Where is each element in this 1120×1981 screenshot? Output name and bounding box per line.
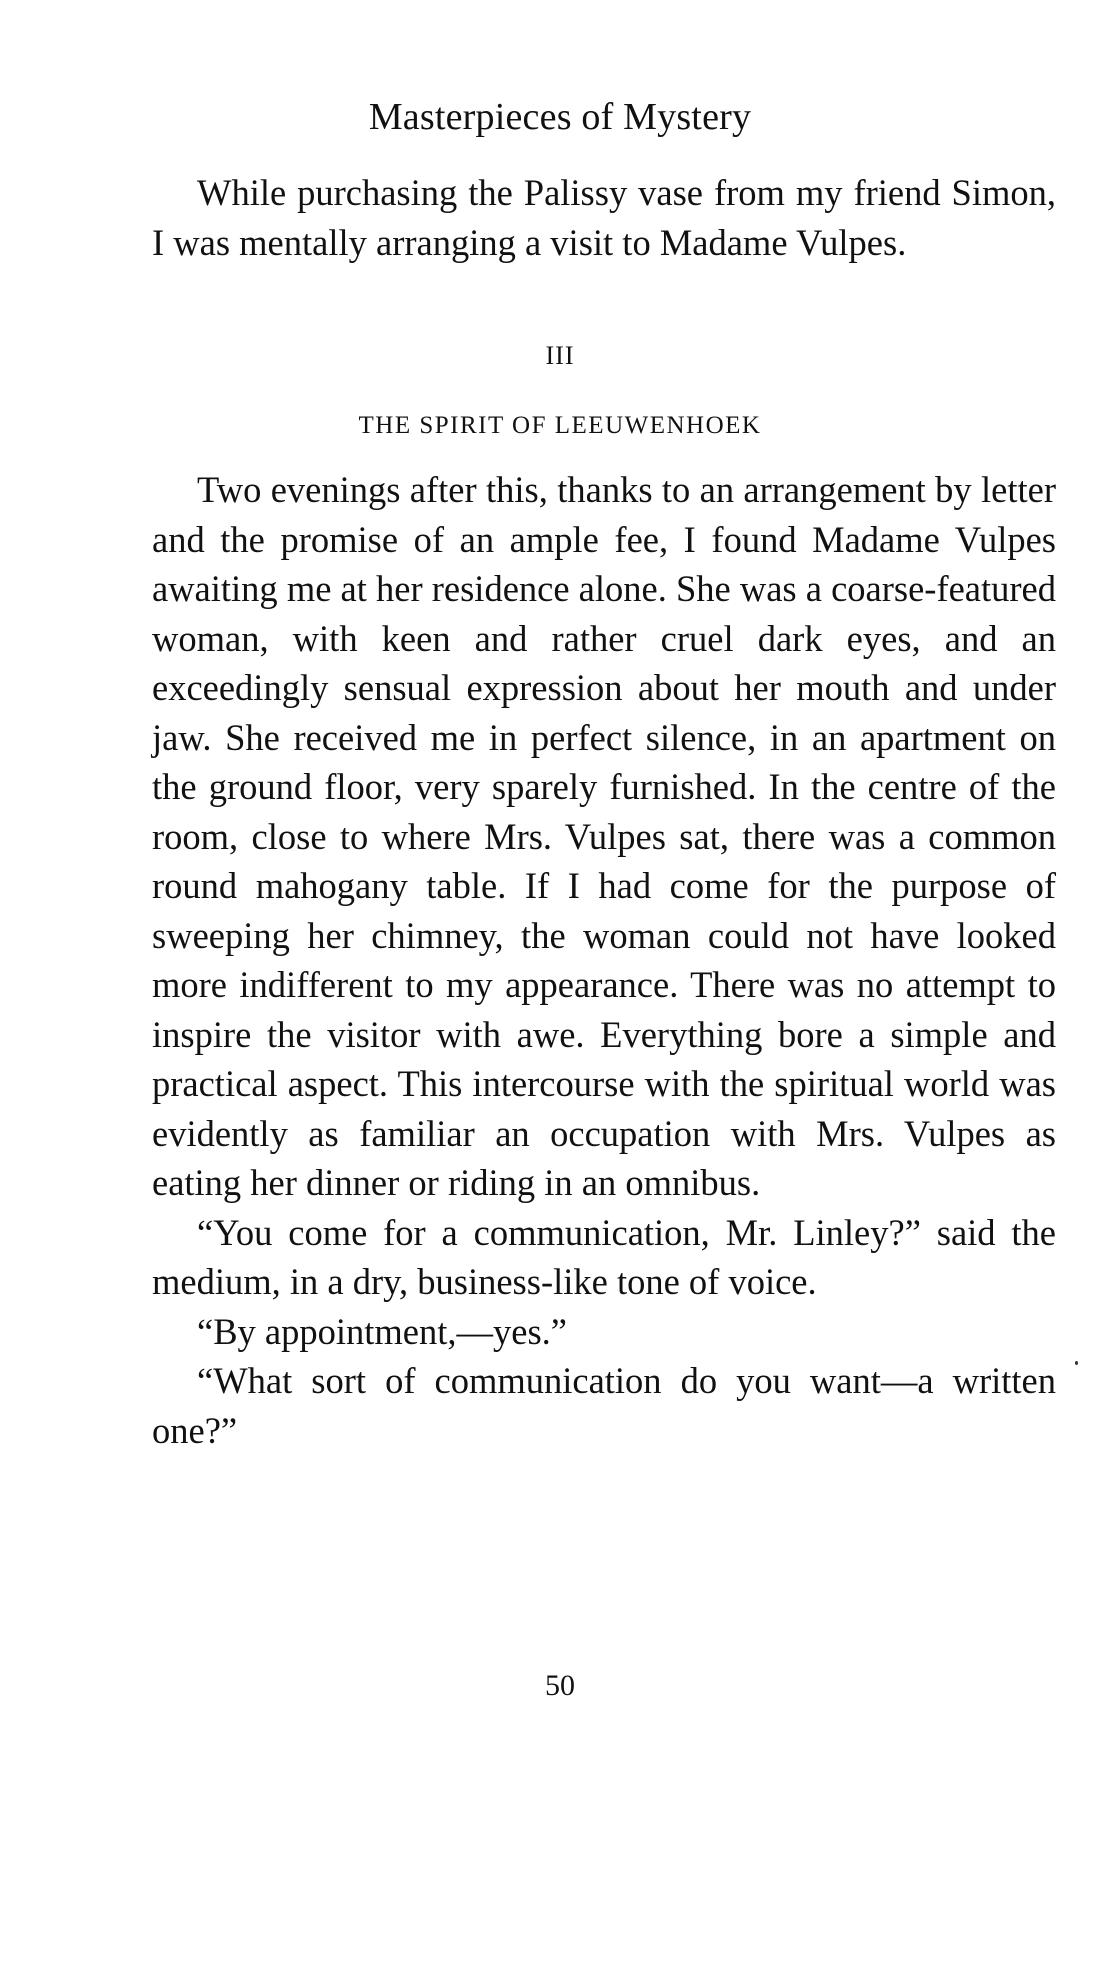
running-head: Masterpieces of Mystery xyxy=(368,96,752,138)
page-number: 50 xyxy=(545,1669,575,1702)
opening-text-block xyxy=(152,168,1056,267)
body-paragraph: “What sort of communication do you want—a written one?” xyxy=(152,1360,1056,1451)
chapter-body xyxy=(152,465,1056,1455)
chapter-title: THE SPIRIT OF LEEUWENHOEK xyxy=(358,412,762,439)
body-paragraph: Two evenings after this, thanks to an arrangement by letter and the promise of an ample fee, I found Madame Vulpes awaiting me at her residence alone. She was a coarse-featured woman, with keen and rather cruel dark eyes, and an exceedingly sensual expression about her mouth and under jaw. She received me in perfect silence, in an apartment on the ground floor, very sparely furnished. In the centre of the room, close to where Mrs. Vulpes sat, there was a common round mahogany table. If I had come for the purpose of sweeping her chimney, the woman could not have looked more indifferent to my appearance. There was no attempt to inspire the visitor with awe. Everything bore a simple and practical aspect. This intercourse with the spiritual world was evidently as familiar an occupation with Mrs. Vulpes as eating her dinner or riding in an omnibus. xyxy=(152,469,1056,1203)
margin-speck xyxy=(1075,1361,1078,1365)
chapter-number: III xyxy=(545,341,575,370)
opening-paragraph: While purchasing the Palissy vase from my friend Simon, I was mentally arranging a visit to Madame Vulpes. xyxy=(152,172,1056,263)
body-paragraph: “You come for a communication, Mr. Linley?” said the medium, in a dry, business-like tone of voice. xyxy=(152,1211,1056,1302)
body-paragraph: “By appointment,—yes.” xyxy=(197,1310,567,1352)
